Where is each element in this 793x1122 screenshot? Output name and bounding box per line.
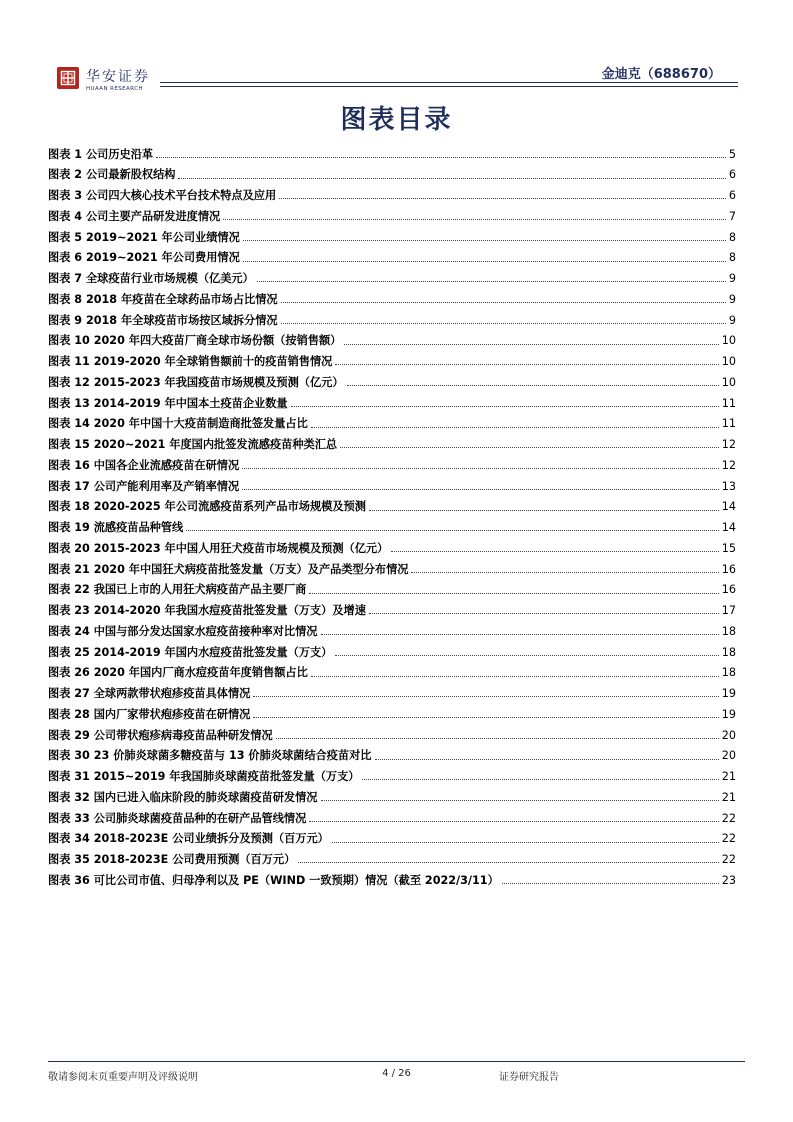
toc-entry-label[interactable]: 图表 9 2018 年全球疫苗市场按区域拆分情况 [48, 313, 278, 327]
toc-entry[interactable] [48, 409, 736, 430]
toc-entry-page[interactable]: 18 [721, 645, 736, 659]
toc-leader-dots [311, 676, 719, 677]
toc-entry-label[interactable]: 图表 20 2015-2023 年中国人用狂犬疫苗市场规模及预测（亿元） [48, 541, 389, 555]
toc-entry[interactable] [48, 160, 736, 181]
toc-entry-page[interactable]: 21 [721, 790, 736, 804]
toc-entry-page[interactable]: 11 [721, 417, 736, 431]
toc-entry[interactable] [48, 679, 736, 700]
toc-entry-page[interactable]: 23 [721, 873, 736, 887]
toc-entry-label[interactable]: 图表 13 2014-2019 年中国本土疫苗企业数量 [48, 396, 288, 410]
footer-disclaimer: 敬请参阅末页重要声明及评级说明 [48, 1072, 198, 1083]
toc-entry-page[interactable]: 18 [721, 666, 736, 680]
toc-entry-page[interactable]: 13 [721, 479, 736, 493]
huaan-logo-icon [57, 67, 79, 89]
toc-entry-page[interactable]: 17 [721, 604, 736, 618]
toc-entry-page[interactable]: 9 [728, 313, 736, 327]
toc-entry[interactable] [48, 513, 736, 534]
toc-leader-dots [281, 302, 726, 303]
toc-leader-dots [335, 364, 718, 365]
toc-entry-page[interactable]: 12 [721, 458, 736, 472]
header-divider [160, 82, 738, 83]
toc-entry-label[interactable]: 图表 5 2019~2021 年公司业绩情况 [48, 230, 240, 244]
toc-leader-dots [369, 613, 719, 614]
toc-leader-dots [178, 178, 725, 179]
toc-entry-label[interactable]: 图表 36 可比公司市值、归母净利以及 PE（WIND 一致预期）情况（截至 2022/3/11） [48, 873, 499, 887]
header-divider-thin [160, 86, 738, 87]
toc-leader-dots [335, 655, 718, 656]
toc-entry-page[interactable]: 9 [728, 272, 736, 286]
toc-entry-page[interactable]: 22 [721, 811, 736, 825]
toc-entry[interactable] [48, 284, 736, 305]
toc-entry-page[interactable]: 16 [721, 562, 736, 576]
toc-entry[interactable] [48, 139, 736, 160]
toc-entry[interactable] [48, 492, 736, 513]
toc-entry-label[interactable]: 图表 27 全球两款带状疱疹疫苗具体情况 [48, 687, 251, 701]
toc-leader-dots [186, 530, 719, 531]
toc-entry-label[interactable]: 图表 19 流感疫苗品种管线 [48, 521, 184, 535]
toc-entry[interactable] [48, 596, 736, 617]
toc-entry-page[interactable]: 14 [721, 521, 736, 535]
toc-leader-dots [502, 883, 719, 884]
toc-entry-label[interactable]: 图表 23 2014-2020 年我国水痘疫苗批签发量（万支）及增速 [48, 604, 366, 618]
toc-entry-label[interactable]: 图表 4 公司主要产品研发进度情况 [48, 209, 221, 223]
toc-entry-page[interactable]: 21 [721, 770, 736, 784]
toc-leader-dots [411, 572, 718, 573]
toc-entry-label[interactable]: 图表 15 2020~2021 年度国内批签发流感疫苗种类汇总 [48, 438, 338, 452]
footer-divider [48, 1061, 745, 1062]
toc-leader-dots [276, 738, 719, 739]
toc-leader-dots [281, 323, 726, 324]
toc-entry-label[interactable]: 图表 29 公司带状疱疹病毒疫苗品种研发情况 [48, 728, 273, 742]
toc-entry[interactable] [48, 367, 736, 388]
toc-leader-dots [347, 385, 719, 386]
toc-entry[interactable] [48, 326, 736, 347]
toc-entry-label[interactable]: 图表 6 2019~2021 年公司费用情况 [48, 251, 240, 265]
toc-entry-label[interactable]: 图表 32 国内已进入临床阶段的肺炎球菌疫苗研发情况 [48, 790, 318, 804]
toc-entry-page[interactable]: 15 [721, 541, 736, 555]
toc-leader-dots [156, 157, 726, 158]
toc-leader-dots [375, 759, 719, 760]
toc-leader-dots [291, 406, 719, 407]
toc-entry[interactable] [48, 430, 736, 451]
toc-entry[interactable] [48, 658, 736, 679]
toc-entry-label[interactable]: 图表 1 公司历史沿革 [48, 147, 154, 161]
toc-entry-page[interactable]: 6 [728, 189, 736, 203]
toc-entry-page[interactable]: 10 [721, 334, 736, 348]
toc-entry-label[interactable]: 图表 16 中国各企业流感疫苗在研情况 [48, 458, 240, 472]
toc-entry-page[interactable]: 7 [728, 209, 736, 223]
toc-leader-dots [344, 344, 718, 345]
toc-leader-dots [243, 240, 726, 241]
toc-entry-page[interactable]: 12 [721, 438, 736, 452]
toc-leader-dots [309, 593, 718, 594]
toc-entry[interactable] [48, 616, 736, 637]
toc-entry[interactable] [48, 845, 736, 866]
toc-entry-label[interactable]: 图表 11 2019-2020 年全球销售额前十的疫苗销售情况 [48, 355, 333, 369]
toc-entry[interactable] [48, 533, 736, 554]
toc-entry[interactable] [48, 575, 736, 596]
toc-leader-dots [257, 281, 726, 282]
toc-entry[interactable] [48, 637, 736, 658]
toc-entry-page[interactable]: 8 [728, 251, 736, 265]
toc-leader-dots [369, 510, 719, 511]
toc-entry-label[interactable]: 图表 10 2020 年四大疫苗厂商全球市场份额（按销售额） [48, 334, 342, 348]
toc-entry-label[interactable]: 图表 17 公司产能利用率及产销率情况 [48, 479, 240, 493]
toc-entry[interactable] [48, 243, 736, 264]
toc-entry-label[interactable]: 图表 26 2020 年国内厂商水痘疫苗年度销售额占比 [48, 666, 308, 680]
toc-entry[interactable] [48, 347, 736, 368]
toc-entry-label[interactable]: 图表 22 我国已上市的人用狂犬病疫苗产品主要厂商 [48, 583, 307, 597]
toc-entry-page[interactable]: 18 [721, 624, 736, 638]
toc-entry-label[interactable]: 图表 14 2020 年中国十大疫苗制造商批签发量占比 [48, 417, 308, 431]
toc-leader-dots [340, 447, 719, 448]
toc-entry[interactable] [48, 264, 736, 285]
toc-entry[interactable] [48, 824, 736, 845]
toc-leader-dots [391, 551, 718, 552]
company-name: 金迪克（688670） [601, 67, 721, 82]
toc-entry-label[interactable]: 图表 8 2018 年疫苗在全球药品市场占比情况 [48, 292, 278, 306]
toc-entry-label[interactable]: 图表 35 2018-2023E 公司费用预测（百万元） [48, 853, 296, 867]
toc-entry[interactable] [48, 865, 736, 886]
page-number: 4 / 26 [382, 1068, 411, 1079]
toc-entry-page[interactable]: 6 [728, 168, 736, 182]
toc-leader-dots [332, 842, 719, 843]
toc-entry[interactable] [48, 741, 736, 762]
table-of-figures [48, 139, 736, 886]
toc-leader-dots [362, 779, 718, 780]
brand-name: 华安证券 [86, 69, 150, 85]
toc-entry-page[interactable]: 20 [721, 728, 736, 742]
toc-entry[interactable] [48, 388, 736, 409]
toc-entry[interactable] [48, 201, 736, 222]
toc-leader-dots [298, 862, 718, 863]
toc-entry[interactable] [48, 782, 736, 803]
toc-entry[interactable] [48, 222, 736, 243]
toc-entry-label[interactable]: 图表 25 2014-2019 年国内水痘疫苗批签发量（万支） [48, 645, 333, 659]
toc-entry-page[interactable]: 10 [721, 355, 736, 369]
toc-entry-page[interactable]: 20 [721, 749, 736, 763]
toc-leader-dots [279, 198, 726, 199]
toc-entry[interactable] [48, 181, 736, 202]
toc-entry-page[interactable]: 5 [728, 147, 736, 161]
toc-entry-label[interactable]: 图表 24 中国与部分发达国家水痘疫苗接种率对比情况 [48, 624, 318, 638]
toc-entry[interactable] [48, 450, 736, 471]
toc-entry-page[interactable]: 16 [721, 583, 736, 597]
toc-entry-label[interactable]: 图表 30 23 价肺炎球菌多糖疫苗与 13 价肺炎球菌结合疫苗对比 [48, 749, 372, 763]
toc-entry[interactable] [48, 762, 736, 783]
toc-leader-dots [311, 427, 719, 428]
toc-entry-page[interactable]: 8 [728, 230, 736, 244]
toc-entry-label[interactable]: 图表 28 国内厂家带状疱疹疫苗在研情况 [48, 707, 251, 721]
brand-name-en: HUAAN RESEARCH [86, 86, 143, 92]
toc-entry[interactable] [48, 720, 736, 741]
toc-entry-label[interactable]: 图表 34 2018-2023E 公司业绩拆分及预测（百万元） [48, 832, 329, 846]
toc-entry-label[interactable]: 图表 3 公司四大核心技术平台技术特点及应用 [48, 189, 277, 203]
toc-leader-dots [242, 468, 719, 469]
toc-entry[interactable] [48, 305, 736, 326]
report-type: 证券研究报告 [499, 1072, 559, 1083]
toc-leader-dots [309, 821, 718, 822]
toc-leader-dots [253, 696, 718, 697]
toc-entry-page[interactable]: 19 [721, 707, 736, 721]
toc-leader-dots [223, 219, 726, 220]
toc-entry-label[interactable]: 图表 31 2015~2019 年我国肺炎球菌疫苗批签发量（万支） [48, 770, 360, 784]
page-title: 图表目录 [340, 105, 453, 135]
toc-entry-label[interactable]: 图表 18 2020-2025 年公司流感疫苗系列产品市场规模及预测 [48, 500, 366, 514]
toc-entry-label[interactable]: 图表 2 公司最新股权结构 [48, 168, 176, 182]
toc-entry-page[interactable]: 9 [728, 292, 736, 306]
toc-entry[interactable] [48, 471, 736, 492]
toc-leader-dots [242, 489, 719, 490]
toc-entry[interactable] [48, 699, 736, 720]
toc-leader-dots [253, 717, 718, 718]
toc-entry-page[interactable]: 14 [721, 500, 736, 514]
toc-entry-page[interactable]: 10 [721, 375, 736, 389]
toc-entry-page[interactable]: 22 [721, 832, 736, 846]
toc-entry[interactable] [48, 554, 736, 575]
toc-entry-page[interactable]: 22 [721, 853, 736, 867]
toc-entry-label[interactable]: 图表 7 全球疫苗行业市场规模（亿美元） [48, 272, 254, 286]
toc-leader-dots [321, 800, 719, 801]
toc-entry-label[interactable]: 图表 33 公司肺炎球菌疫苗品种的在研产品管线情况 [48, 811, 307, 825]
toc-entry-page[interactable]: 19 [721, 687, 736, 701]
toc-entry-page[interactable]: 11 [721, 396, 736, 410]
toc-leader-dots [321, 634, 719, 635]
toc-entry-label[interactable]: 图表 12 2015-2023 年我国疫苗市场规模及预测（亿元） [48, 375, 344, 389]
toc-entry[interactable] [48, 803, 736, 824]
toc-entry-label[interactable]: 图表 21 2020 年中国狂犬病疫苗批签发量（万支）及产品类型分布情况 [48, 562, 409, 576]
toc-leader-dots [243, 261, 726, 262]
